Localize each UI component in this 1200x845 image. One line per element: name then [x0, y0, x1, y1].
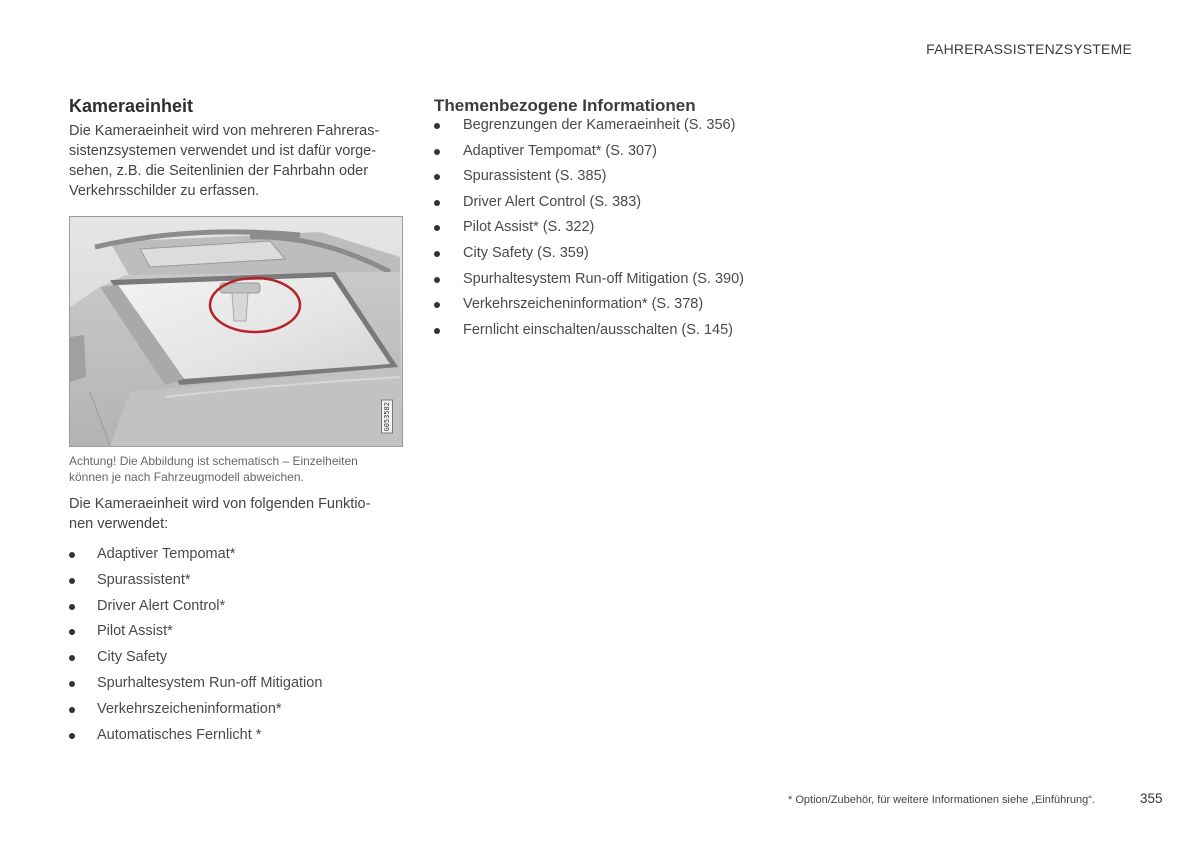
right-column	[434, 95, 854, 343]
bullet-icon	[434, 277, 440, 283]
bullet-icon	[69, 655, 75, 661]
functions-list	[69, 542, 399, 748]
left-column	[69, 95, 399, 748]
windshield-drawing	[70, 217, 402, 446]
bullet-icon	[69, 681, 75, 687]
bullet-icon	[69, 578, 75, 584]
bullet-icon	[69, 552, 75, 558]
list-item	[69, 568, 399, 594]
list-item-text: Driver Alert Control*	[97, 597, 226, 614]
related-link[interactable]	[434, 190, 854, 216]
section-title-related-info: Themenbezogene Informationen	[434, 96, 696, 115]
bullet-icon	[69, 629, 75, 635]
list-item	[69, 594, 399, 620]
related-link-text[interactable]: City Safety (S. 359)	[463, 244, 589, 261]
related-link[interactable]	[434, 215, 854, 241]
related-link-text[interactable]: Driver Alert Control (S. 383)	[463, 193, 642, 210]
bullet-icon	[434, 174, 440, 180]
bullet-icon	[434, 251, 440, 257]
footnote: * Option/Zubehör, für weitere Informationen siehe „Einführung“.	[788, 794, 1095, 806]
list-item-text: Pilot Assist*	[97, 623, 173, 640]
caption-line: Achtung! Die Abbildung ist schematisch – Einzelheiten	[69, 454, 358, 468]
camera-unit-illustration	[69, 216, 403, 447]
list-item	[69, 645, 399, 671]
related-link-text[interactable]: Adaptiver Tempomat* (S. 307)	[463, 142, 657, 159]
related-link[interactable]	[434, 113, 854, 139]
related-link[interactable]	[434, 164, 854, 190]
section-title-kameraeinheit: Kameraeinheit	[69, 96, 194, 116]
list-item-text: Automatisches Fernlicht *	[97, 726, 262, 743]
figure-caption	[69, 453, 399, 485]
intro-paragraph	[69, 121, 399, 201]
related-link[interactable]	[434, 318, 854, 344]
related-links-list	[434, 113, 854, 343]
bullet-icon	[69, 604, 75, 610]
related-link[interactable]	[434, 267, 854, 293]
list-item-text: City Safety	[97, 649, 168, 666]
list-item-text: Adaptiver Tempomat*	[97, 546, 236, 562]
intro-line: Die Kameraeinheit wird von mehreren Fahreras-	[69, 123, 380, 139]
bullet-icon	[434, 328, 440, 334]
related-link-text[interactable]: Fernlicht einschalten/ausschalten (S. 145)	[463, 321, 734, 338]
figure-code-label: G053582	[383, 402, 391, 432]
related-link-text[interactable]: Begrenzungen der Kameraeinheit (S. 356)	[463, 117, 736, 133]
bullet-icon	[434, 200, 440, 206]
list-item	[69, 542, 399, 568]
list-item	[69, 619, 399, 645]
related-link[interactable]	[434, 241, 854, 267]
related-link-text[interactable]: Spurhaltesystem Run-off Mitigation (S. 390)	[463, 270, 745, 287]
related-link-text[interactable]: Spurassistent (S. 385)	[463, 168, 607, 185]
bullet-icon	[434, 302, 440, 308]
page-number: 355	[1140, 791, 1163, 806]
related-link-text[interactable]: Verkehrszeicheninformation* (S. 378)	[463, 296, 704, 313]
bullet-icon	[434, 123, 440, 129]
intro-line: sehen, z.B. die Seitenlinien der Fahrbahn oder	[69, 163, 369, 179]
list-item-text: Verkehrszeicheninformation*	[97, 700, 282, 717]
usage-line: Die Kameraeinheit wird von folgenden Funktio-	[69, 496, 371, 512]
intro-line: sistenzsystemen verwendet und ist dafür vorge-	[69, 143, 377, 159]
bullet-icon	[69, 733, 75, 739]
caption-line: können je nach Fahrzeugmodell abweichen.	[69, 470, 304, 484]
list-item-text: Spurhaltesystem Run-off Mitigation	[97, 674, 323, 691]
bullet-icon	[434, 225, 440, 231]
related-link[interactable]	[434, 139, 854, 165]
list-item	[69, 723, 399, 749]
usage-line: nen verwendet:	[69, 516, 169, 532]
list-item-text: Spurassistent*	[97, 571, 191, 588]
chapter-header: FAHRERASSISTENZSYSTEME	[926, 41, 1132, 57]
bullet-icon	[434, 149, 440, 155]
related-link-text[interactable]: Pilot Assist* (S. 322)	[463, 219, 595, 236]
related-link[interactable]	[434, 292, 854, 318]
bullet-icon	[69, 707, 75, 713]
intro-line: Verkehrsschilder zu erfassen.	[69, 183, 260, 199]
list-item	[69, 697, 399, 723]
list-item	[69, 671, 399, 697]
usage-paragraph	[69, 494, 399, 534]
